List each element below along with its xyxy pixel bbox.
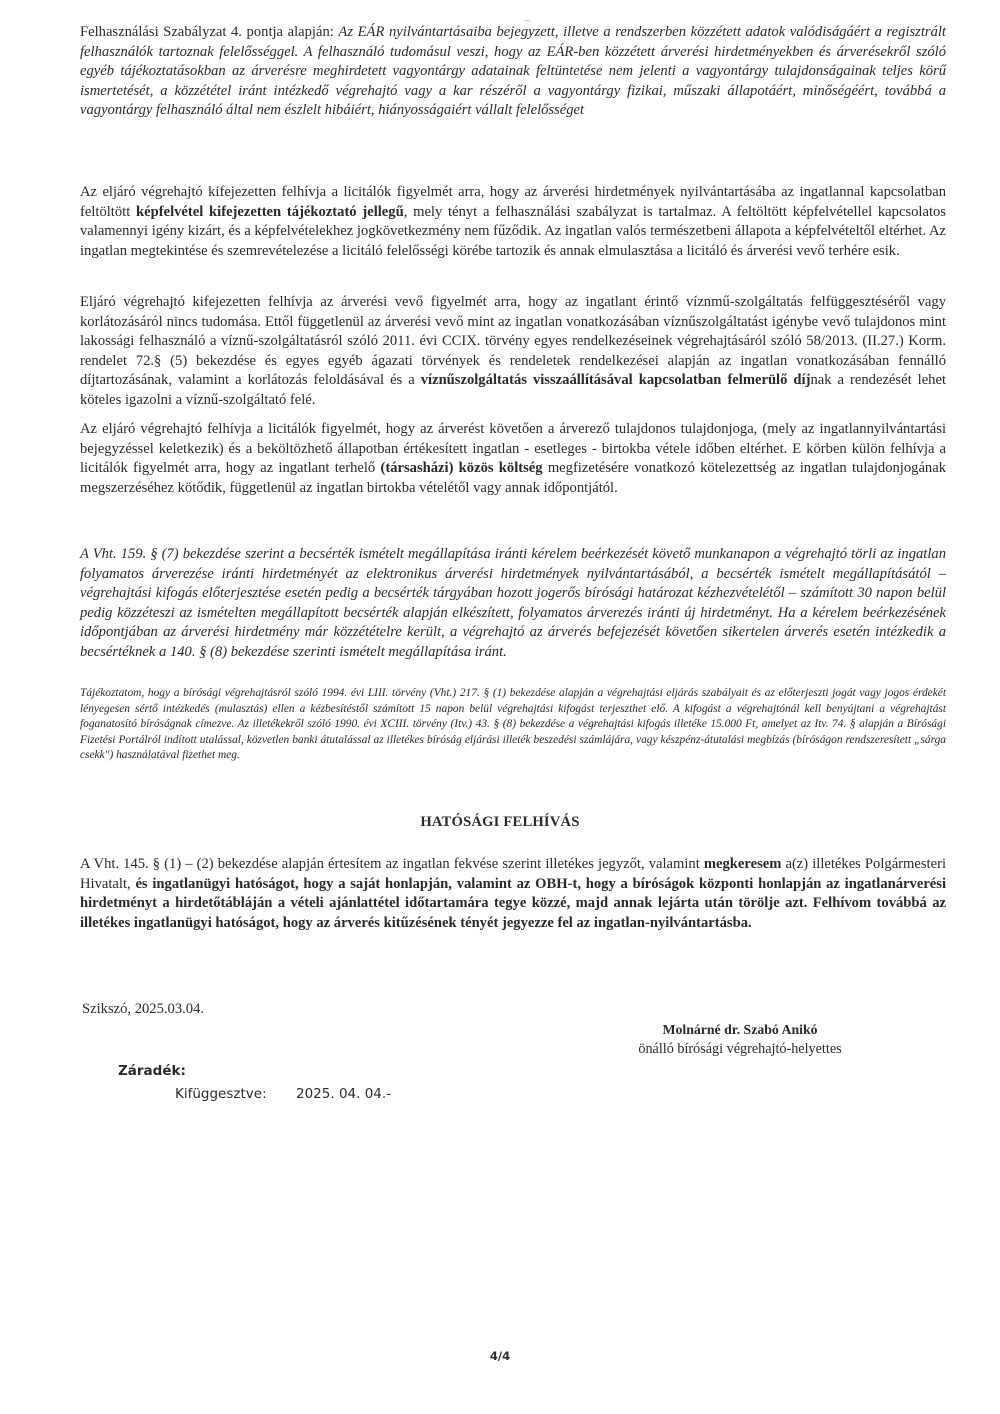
p7-text-c: a(z) illetékes Polgármesteri Hivatalt, [80,856,946,892]
paragraph-ownership [80,420,946,498]
p2-text-c: , mely tényt a felhasználási szabályzat is tartalmaz. A feltöltött képfelvétellel kapcsolatos valamennyi igény kizárt, és a képfelvételekhez jogkövetkezmény nem fűződik. Az ingatlan valós természetbeni állapota a képfelvételtől eltérhet. Az ingatlan megtekintése és szemrevételezése a licitáló felelősségi körébe tartozik és annak elmulasztása a licitáló és árverési vevő terhére esik. [80,203,946,259]
scan-speck [524,20,530,21]
p1-italic: Az EÁR nyilvántartásaiba bejegyzett, illetve a rendszerben közzétett adatok valódiságáért a regisztrált felhasználók tartoznak felelősséggel. A felhasználó tudomásul veszi, hogy az EÁR-ben közzétett árverési hirdetményekben és árverésekről szóló egyéb tájékoztatásokban az árverésre meghirdetett vagyontárgy adatainak feltüntetése nem jelenti a vagyontárgy tulajdonságainak teljes körű ismertetését, a közzététel iránt intézkedő végrehajtó vagy a kar részéről a vagyontárgy fizikai, műszaki állapotáért, minőségéért, továbbá a vagyontárgy felhasználó által nem észlelt hibáiért, hiányosságaiért vállalt felelősséget [80,24,946,119]
paragraph-objection-notice: Tájékoztatom, hogy a bírósági végrehajtásról szóló 1994. évi LIII. törvény (Vht.) 217. § (1) bekezdése alapján a végrehajtási eljárás szabályait és az előterjeszti jogát vagy jogos érdekét lényegesen sértő intézkedés (mulasztás) ellen a kézbesítéstől számított 15 napon belül végrehajtási kifogást terjeszthet elő. A kifogást a végrehajtónál kell benyújtani a végrehajtást foganatosító bíróságnak címezve. Az illetékekről szóló 1990. évi XCIII. törvény (Itv.) 43. § (8) bekezdése a végrehajtási kifogás illetéke 15.000 Ft, amelyet az Itv. 74. § alapján a Bírósági Fizetési Portálról indított utalással, közvetlen banki átutalással az illetékes bíróság eljárási illeték beszedési számlájára, vagy készpénz-átutalási megbízás (bíróságon rendszeresített „sárga csekk") használatával fizethet meg. [80,687,946,762]
p7-text-a: A Vht. 145. § (1) – (2) bekezdése alapján értesítem az ingatlan fekvése szerint illetékes jegyzőt, valamint [80,856,704,872]
clause-label: Záradék: [118,1063,186,1079]
p4-bold: (társasházi) közös költség [380,460,543,477]
p7-bold-request: megkeresem [703,856,782,872]
posted-date: 2025. 04. 04.- [296,1086,392,1102]
p4-text-c: megfizetésére vonatkozó kötelezettség az ingatlan tulajdonjogának megszerzéséhez kötődik, függetlenül az ingatlan birtokba vételétől vagy annak időpontjától. [80,460,946,496]
signatory-role: önálló bírósági végrehajtó-helyettes [638,1041,842,1057]
p2-bold: képfelvétel kifejezetten tájékoztató jellegű [136,203,404,220]
p7-bold-body: és ingatlanügyi hatóságot, hogy a saját honlapján, valamint az OBH-t, hogy a bíróságok központi honlapján az ingatlanárverési hirdetményt a hirdetőtábláján a vételi ajánlattétel időtartamára tegye közzé, majd annak lejárta után törölje azt. Felhívom továbbá az illetékes ingatlanügyi hatóságot, hogy az árverés kitűzésének tényét jegyezze fel az ingatlan-nyilvántartásba. [80,875,947,931]
paragraph-eár-terms [80,23,946,121]
page-number: 4/4 [489,1349,511,1363]
p3-bold: víznűszolgáltatás visszaállításával kapcsolatban felmerülő díj [420,372,811,389]
p4-text-a: Az eljáró végrehajtó felhívja a licitálók figyelmét, hogy az árverést követően a árverező tulajdonos tulajdonjoga, (mely az ingatlannyilvántartási bejegyzéssel keletkezik) és a beköltözhető állapotban értékesített ingatlan - esetleges - birtokba vétele időben eltérhet. E körben külön felhívja a licitálók figyelmét arra, hogy az ingatlant terhelő [80,421,946,477]
paragraph-water-service [80,293,946,411]
section-heading: HATÓSÁGI FELHÍVÁS [420,814,580,830]
paragraph-valuation: A Vht. 159. § (7) bekezdése szerint a becsérték ismételt megállapítása iránti kérelem beérkezését követő munkanapon a végrehajtó törli az ingatlan folyamatos árverezése iránti hirdetményét az elektronikus árverési hirdetmények nyilvántartásából, a becsérték ismételt megállapításától – végrehajtási kifogás előterjesztése esetén pedig a becsérték tárgyában hozott jogerős bírósági határozat kézhezvételétől – számított 30 napon belül pedig közzéteszi az ismételten megállapított becsérték alapján elkészített, folyamatos árverezés iránti új hirdetményt. Ha a kérelem beérkezésének időpontjában az árverési hirdetmény már közzétételre került, a végrehajtó az árverés befejezését követően sikertelen árverés esetén intézkedik a becsértéknek a 140. § (8) bekezdése szerinti ismételt megállapítása iránt. [80,546,946,660]
p1-lead: Felhasználási Szabályzat 4. pontja alapján: [80,24,339,40]
signatory-name: Molnárné dr. Szabó Anikó [662,1022,818,1037]
posted-label: Kifüggesztve: [175,1086,267,1102]
p3-text-a: Eljáró végrehajtó kifejezetten felhívja az árverési vevő figyelmét arra, hogy az ingatlant érintő víznmű-szolgáltatás felfüggesztéséről vagy korlátozásáról nincs tudomása. Ettől függetlenül az árverési vevő mint az ingatlan vonatkozásában víznűszolgáltatást igénybe vevő tulajdonos mint lakossági felhasználó a víznű-szolgáltatásról szóló 2011. évi CCIX. törvény egyes rendelkezéseinek végrehajtásáról szóló 58/2013. (II.27.) Korm. rendelet 72.§ (5) bekezdése és egyes egyéb ágazati törvények és rendeletek rendelkezései alapján az ingatlan vonatkozásában fennálló díjtartozásának, valamint a korlátozás feloldásával és a [80,294,946,389]
paragraph-photo-disclaimer [80,183,946,261]
p2-text-a: Az eljáró végrehajtó kifejezetten felhívja a licitálók figyelmét arra, hogy az árverési hirdetmények nyilvántartásába az ingatlannal kapcsolatban feltöltött [80,184,946,220]
paragraph-authority-request [80,855,946,933]
p3-text-c: nak a rendezését lehet köteles igazolni a víznű-szolgáltató felé. [80,372,946,408]
place-date: Szikszó, 2025.03.04. [82,1001,205,1017]
